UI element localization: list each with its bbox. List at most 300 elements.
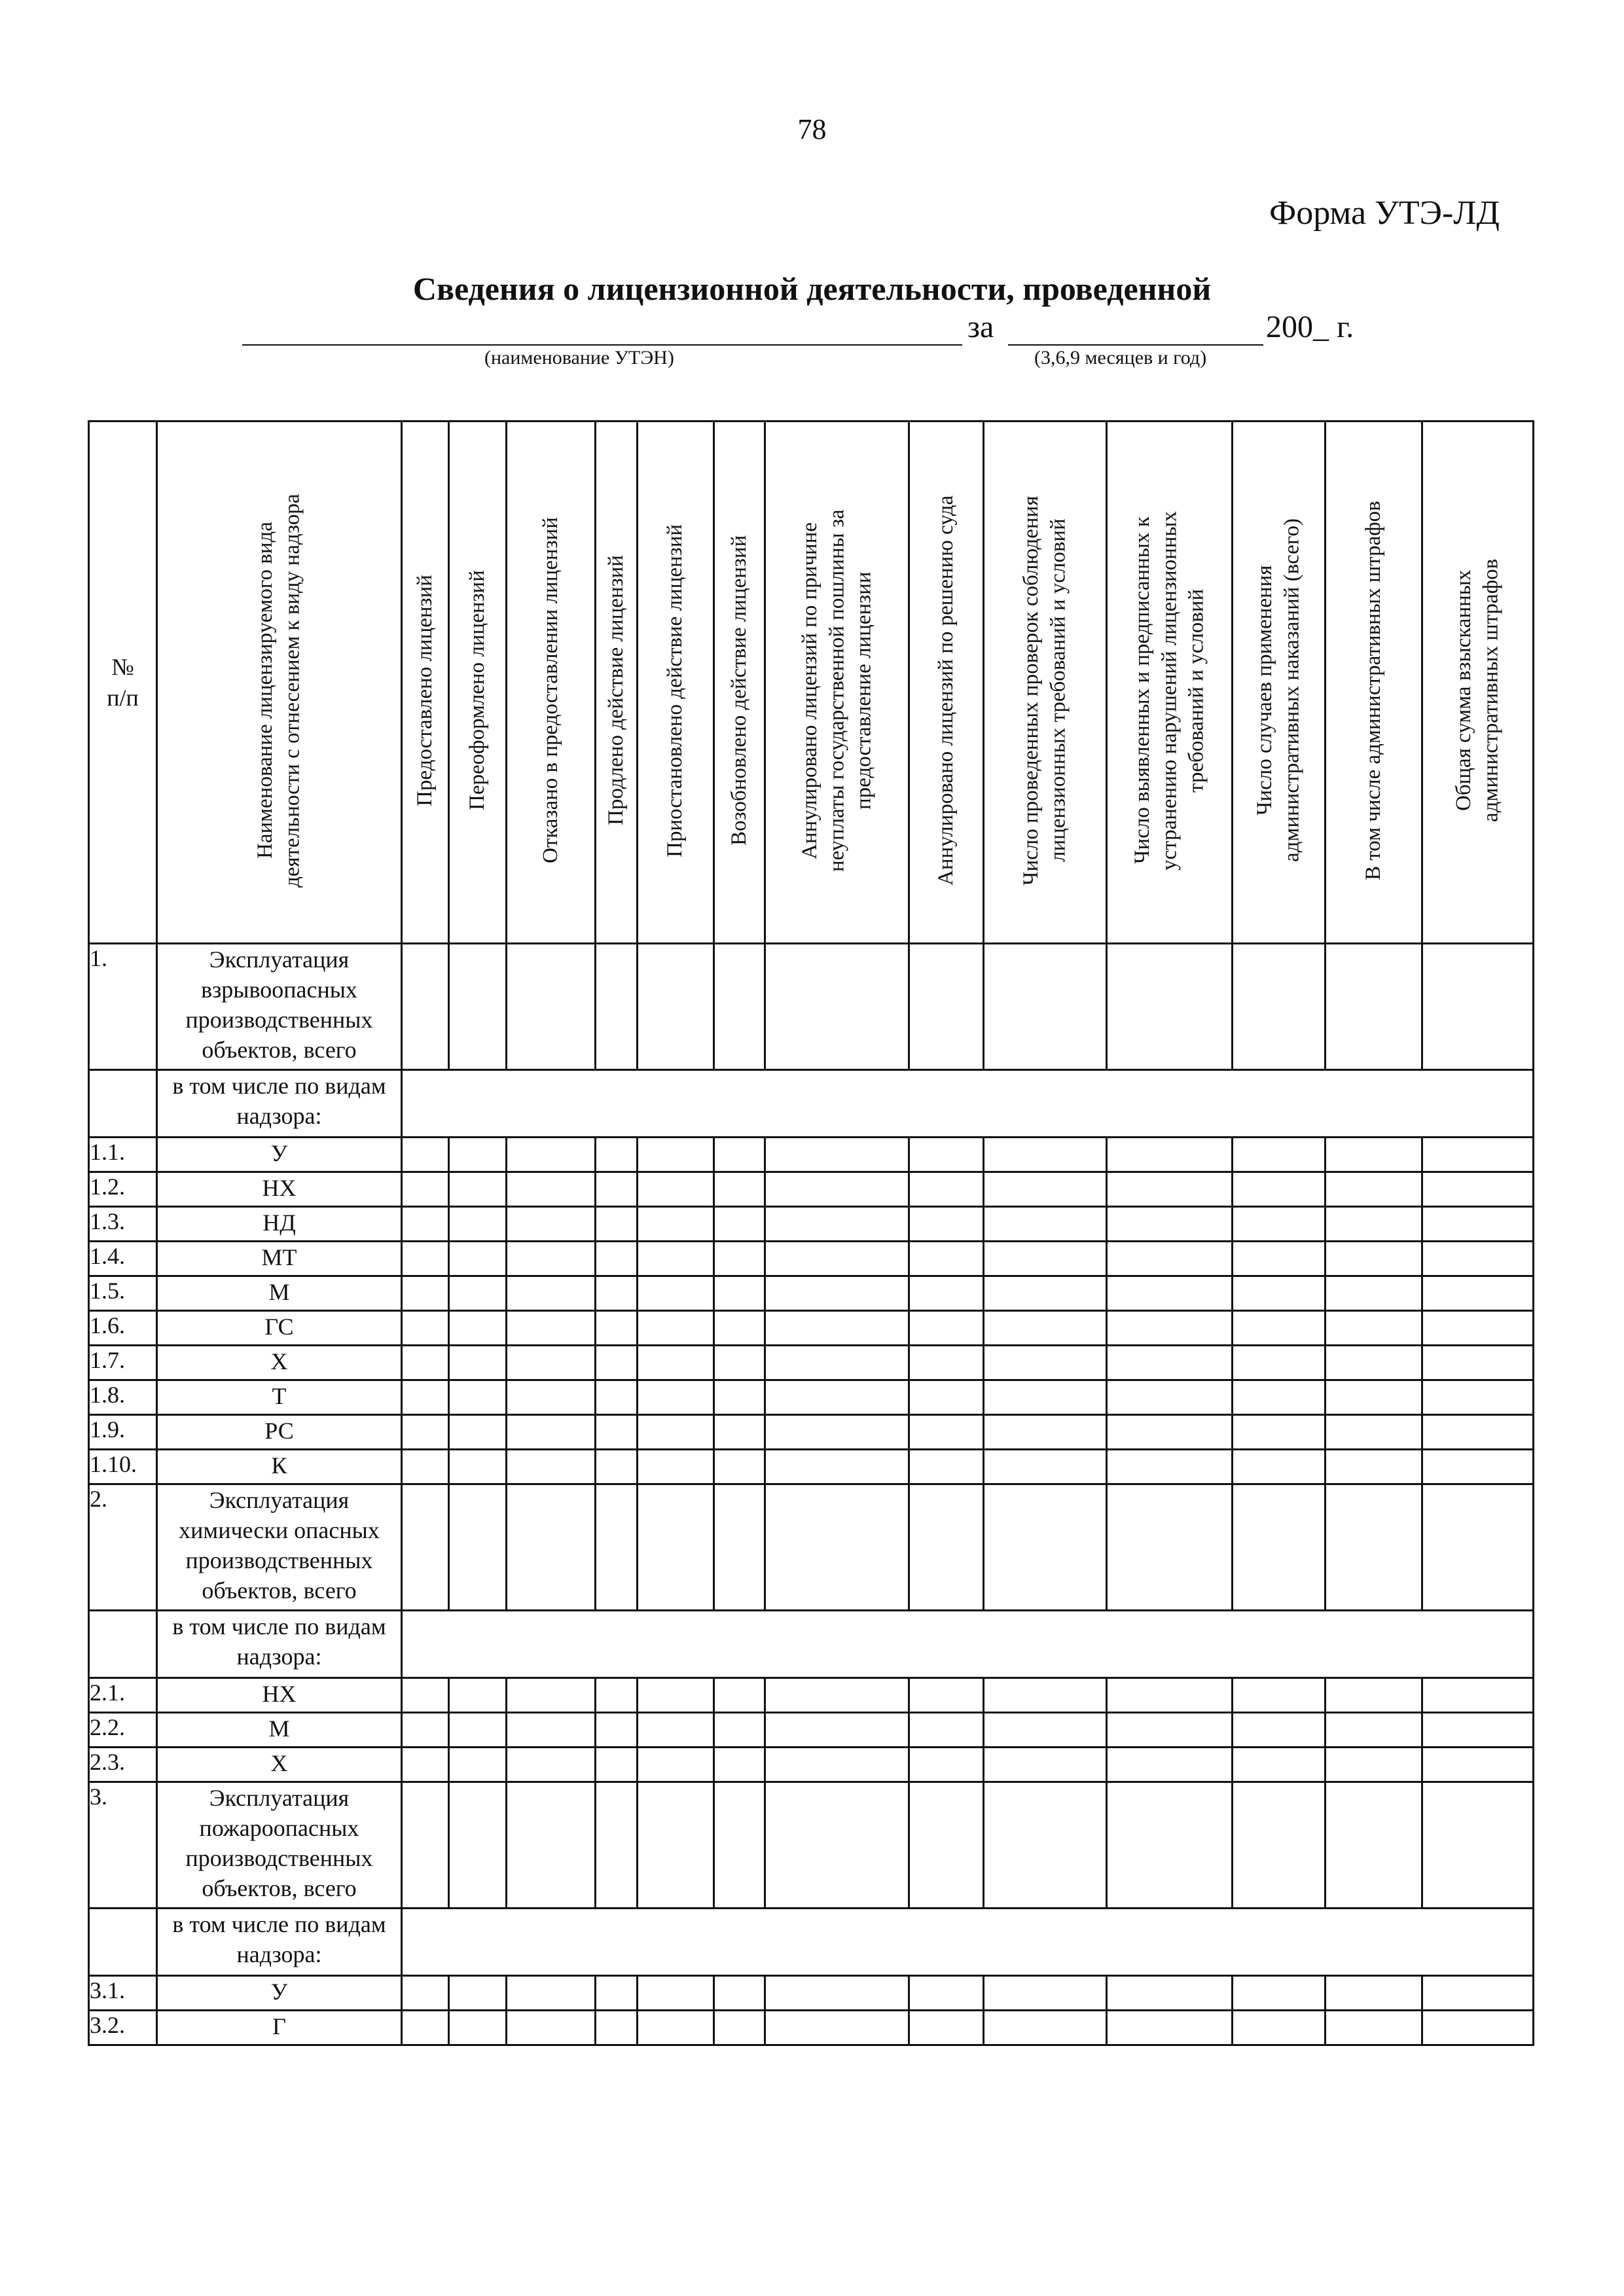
empty-data-cell[interactable]: [1326, 1207, 1422, 1242]
row-number: 2.1.: [89, 1678, 157, 1713]
empty-data-cell[interactable]: [1422, 1484, 1534, 1611]
empty-data-cell[interactable]: [1422, 1172, 1534, 1207]
row-number: 2.2.: [89, 1713, 157, 1748]
empty-data-cell[interactable]: [765, 1484, 909, 1611]
empty-data-cell[interactable]: [402, 1276, 449, 1311]
empty-data-cell[interactable]: [1107, 944, 1233, 1070]
empty-data-cell[interactable]: [984, 1484, 1107, 1611]
empty-data-cell[interactable]: [402, 1380, 449, 1415]
empty-data-cell[interactable]: [449, 2011, 507, 2045]
empty-data-cell[interactable]: [449, 1346, 507, 1380]
empty-data-cell[interactable]: [1422, 1450, 1534, 1484]
empty-data-cell[interactable]: [449, 1415, 507, 1450]
empty-data-cell[interactable]: [1107, 1242, 1233, 1276]
empty-data-cell[interactable]: [984, 1207, 1107, 1242]
empty-data-cell[interactable]: [1233, 1276, 1326, 1311]
empty-data-cell[interactable]: [638, 1138, 714, 1172]
row-activity-name: Эксплуатация взрывоопасных производственных объектов, всего: [157, 944, 402, 1070]
empty-data-cell[interactable]: [765, 1380, 909, 1415]
empty-data-cell[interactable]: [909, 1748, 984, 1782]
empty-data-cell[interactable]: [1107, 1415, 1233, 1450]
empty-data-cell[interactable]: [1233, 1415, 1326, 1450]
column-header-number: № п/п: [89, 422, 157, 944]
empty-data-cell[interactable]: [984, 1748, 1107, 1782]
empty-data-cell[interactable]: [1107, 1484, 1233, 1611]
empty-data-cell[interactable]: [638, 1380, 714, 1415]
empty-data-cell[interactable]: [507, 1782, 596, 1909]
empty-data-cell[interactable]: [1233, 1380, 1326, 1415]
empty-data-cell[interactable]: [507, 1346, 596, 1380]
empty-data-cell[interactable]: [1107, 1380, 1233, 1415]
row-number: 1.9.: [89, 1415, 157, 1450]
empty-data-cell[interactable]: [1107, 1450, 1233, 1484]
empty-data-cell[interactable]: [714, 1678, 765, 1713]
empty-data-cell[interactable]: [909, 1380, 984, 1415]
empty-data-cell[interactable]: [638, 1311, 714, 1346]
empty-data-cell[interactable]: [596, 1450, 638, 1484]
empty-data-cell[interactable]: [1233, 1782, 1326, 1909]
empty-data-cell[interactable]: [1326, 1415, 1422, 1450]
table-row: [89, 1311, 1534, 1346]
column-header-activity-label: Наименование лицензируемого вида деятельности с отнесением к виду надзора: [253, 493, 304, 888]
empty-data-cell[interactable]: [1233, 1748, 1326, 1782]
empty-data-cell[interactable]: [507, 1976, 596, 2011]
empty-data-cell[interactable]: [765, 1138, 909, 1172]
empty-data-cell[interactable]: [1107, 1976, 1233, 2011]
empty-data-cell[interactable]: [638, 1782, 714, 1909]
empty-data-cell[interactable]: [909, 1678, 984, 1713]
empty-data-cell[interactable]: [402, 944, 449, 1070]
empty-data-cell[interactable]: [909, 1276, 984, 1311]
empty-data-cell[interactable]: [984, 1276, 1107, 1311]
empty-data-cell[interactable]: [1326, 1678, 1422, 1713]
empty-data-cell[interactable]: [984, 1450, 1107, 1484]
empty-data-cell[interactable]: [909, 1207, 984, 1242]
empty-data-cell[interactable]: [596, 1346, 638, 1380]
column-header-label: Аннулировано лицензий по решению суда: [933, 495, 958, 886]
empty-data-cell[interactable]: [1326, 1748, 1422, 1782]
empty-data-cell[interactable]: [638, 1484, 714, 1611]
empty-data-cell[interactable]: [507, 1678, 596, 1713]
empty-data-cell[interactable]: [984, 1311, 1107, 1346]
column-header-8: [909, 422, 984, 944]
empty-data-cell[interactable]: [909, 2011, 984, 2045]
empty-data-cell[interactable]: [638, 1172, 714, 1207]
empty-data-cell[interactable]: [765, 1276, 909, 1311]
row-number: 1.: [89, 944, 157, 1070]
empty-data-cell[interactable]: [765, 944, 909, 1070]
empty-data-cell[interactable]: [1233, 1976, 1326, 2011]
empty-data-cell[interactable]: [449, 1748, 507, 1782]
empty-data-cell[interactable]: [638, 1276, 714, 1311]
empty-data-cell[interactable]: [765, 1976, 909, 2011]
empty-data-cell[interactable]: [909, 1415, 984, 1450]
empty-data-cell[interactable]: [1107, 2011, 1233, 2045]
row-activity-name: НХ: [157, 1678, 402, 1713]
empty-data-cell[interactable]: [402, 1678, 449, 1713]
empty-data-cell[interactable]: [449, 1450, 507, 1484]
empty-data-cell[interactable]: [714, 1782, 765, 1909]
table-row: [89, 1380, 1534, 1415]
empty-data-cell[interactable]: [596, 1172, 638, 1207]
empty-data-cell[interactable]: [402, 1207, 449, 1242]
heading-fill-line: [0, 308, 1624, 380]
empty-data-cell[interactable]: [984, 1976, 1107, 2011]
column-header-6: [714, 422, 765, 944]
empty-data-cell[interactable]: [714, 1311, 765, 1346]
empty-data-cell[interactable]: [714, 1138, 765, 1172]
empty-data-cell[interactable]: [765, 1207, 909, 1242]
empty-data-cell[interactable]: [909, 1484, 984, 1611]
empty-data-cell[interactable]: [765, 1713, 909, 1748]
empty-data-cell[interactable]: [402, 2011, 449, 2045]
empty-data-cell[interactable]: [1326, 1138, 1422, 1172]
row-activity-name: М: [157, 1713, 402, 1748]
row-activity-name: Эксплуатация пожароопасных производственных объектов, всего: [157, 1782, 402, 1909]
table-row: [89, 1242, 1534, 1276]
empty-data-cell[interactable]: [1107, 1276, 1233, 1311]
empty-data-cell[interactable]: [1422, 1380, 1534, 1415]
empty-data-cell[interactable]: [1107, 1678, 1233, 1713]
page-number: 78: [797, 113, 827, 145]
period-blank: [1008, 344, 1263, 346]
empty-data-cell[interactable]: [909, 1138, 984, 1172]
empty-data-cell[interactable]: [984, 944, 1107, 1070]
empty-data-cell[interactable]: [507, 1380, 596, 1415]
empty-data-cell[interactable]: [984, 2011, 1107, 2045]
empty-data-cell[interactable]: [596, 1242, 638, 1276]
empty-data-cell[interactable]: [984, 1782, 1107, 1909]
column-header-label: Число выявленных и предписанных к устранению нарушений лицензионных требований и условий: [1130, 511, 1208, 870]
empty-data-cell[interactable]: [765, 1346, 909, 1380]
empty-data-cell[interactable]: [1326, 1782, 1422, 1909]
table-body: [89, 944, 1534, 2045]
row-activity-name: Эксплуатация химически опасных производственных объектов, всего: [157, 1484, 402, 1611]
empty-data-cell[interactable]: [714, 1276, 765, 1311]
empty-data-cell[interactable]: [596, 1976, 638, 2011]
empty-data-cell[interactable]: [1326, 944, 1422, 1070]
empty-data-cell[interactable]: [507, 1450, 596, 1484]
empty-data-cell[interactable]: [507, 1138, 596, 1172]
empty-data-cell[interactable]: [1326, 1276, 1422, 1311]
empty-data-cell[interactable]: [507, 944, 596, 1070]
row-number: 1.2.: [89, 1172, 157, 1207]
empty-data-cell[interactable]: [402, 1782, 449, 1909]
empty-data-cell[interactable]: [1422, 1311, 1534, 1346]
empty-data-cell[interactable]: [402, 1346, 449, 1380]
empty-data-cell[interactable]: [638, 1207, 714, 1242]
empty-data-cell[interactable]: [909, 1713, 984, 1748]
table-row: [89, 2011, 1534, 2045]
word-za: за: [967, 310, 994, 344]
empty-data-cell[interactable]: [596, 1380, 638, 1415]
empty-data-cell[interactable]: [402, 1450, 449, 1484]
empty-data-cell[interactable]: [402, 1311, 449, 1346]
empty-data-cell[interactable]: [1326, 1380, 1422, 1415]
empty-data-cell[interactable]: [765, 2011, 909, 2045]
empty-data-cell[interactable]: [1422, 1976, 1534, 2011]
empty-data-cell[interactable]: [1326, 1242, 1422, 1276]
empty-data-cell[interactable]: [1107, 1172, 1233, 1207]
empty-data-cell[interactable]: [1422, 1138, 1534, 1172]
empty-data-cell[interactable]: [1107, 1207, 1233, 1242]
empty-data-cell[interactable]: [507, 1242, 596, 1276]
empty-data-cell[interactable]: [909, 1976, 984, 2011]
empty-data-cell[interactable]: [596, 1484, 638, 1611]
row-number: 1.3.: [89, 1207, 157, 1242]
column-header-7: [765, 422, 909, 944]
empty-data-cell[interactable]: [984, 1138, 1107, 1172]
empty-data-cell[interactable]: [507, 1276, 596, 1311]
table-row: [89, 1172, 1534, 1207]
column-header-10: [1107, 422, 1233, 944]
empty-data-cell[interactable]: [909, 1242, 984, 1276]
empty-data-cell[interactable]: [402, 1242, 449, 1276]
empty-data-cell[interactable]: [402, 1172, 449, 1207]
empty-data-cell[interactable]: [507, 1207, 596, 1242]
empty-data-cell[interactable]: [714, 2011, 765, 2045]
empty-data-cell[interactable]: [714, 1346, 765, 1380]
empty-data-cell[interactable]: [984, 1678, 1107, 1713]
empty-data-cell[interactable]: [714, 1976, 765, 2011]
column-header-activity: [157, 422, 402, 944]
empty-data-cell[interactable]: [714, 944, 765, 1070]
row-activity-name: в том числе по видам надзора:: [157, 1611, 402, 1678]
empty-data-cell[interactable]: [765, 1242, 909, 1276]
empty-data-cell[interactable]: [909, 1346, 984, 1380]
empty-data-cell[interactable]: [1233, 1713, 1326, 1748]
column-header-3: [507, 422, 596, 944]
empty-data-cell[interactable]: [909, 1311, 984, 1346]
empty-data-cell[interactable]: [638, 944, 714, 1070]
empty-data-cell[interactable]: [449, 1311, 507, 1346]
empty-data-cell[interactable]: [596, 1678, 638, 1713]
empty-data-cell[interactable]: [507, 1415, 596, 1450]
empty-data-cell[interactable]: [1233, 1207, 1326, 1242]
empty-data-cell[interactable]: [638, 1346, 714, 1380]
empty-data-cell[interactable]: [402, 1748, 449, 1782]
empty-data-cell[interactable]: [1422, 1242, 1534, 1276]
row-activity-name: НД: [157, 1207, 402, 1242]
empty-data-cell[interactable]: [765, 1172, 909, 1207]
column-header-11: [1233, 422, 1326, 944]
empty-data-cell[interactable]: [1326, 1976, 1422, 2011]
empty-data-cell[interactable]: [1107, 1311, 1233, 1346]
empty-data-cell[interactable]: [596, 1207, 638, 1242]
empty-data-cell[interactable]: [449, 1242, 507, 1276]
empty-data-cell[interactable]: [714, 1713, 765, 1748]
empty-data-cell[interactable]: [909, 944, 984, 1070]
empty-data-cell[interactable]: [1422, 944, 1534, 1070]
empty-data-cell[interactable]: [1107, 1713, 1233, 1748]
empty-data-cell[interactable]: [714, 1450, 765, 1484]
empty-data-cell[interactable]: [1326, 2011, 1422, 2045]
column-header-label: Переоформлено лицензий: [465, 570, 489, 811]
empty-data-cell[interactable]: [1107, 1782, 1233, 1909]
table-row: [89, 1415, 1534, 1450]
empty-data-cell[interactable]: [1107, 1138, 1233, 1172]
empty-data-cell[interactable]: [765, 1678, 909, 1713]
empty-data-cell[interactable]: [714, 1380, 765, 1415]
form-code: Форма УТЭ-ЛД: [1269, 194, 1500, 232]
empty-data-cell[interactable]: [1422, 1415, 1534, 1450]
empty-data-cell[interactable]: [596, 1782, 638, 1909]
empty-data-cell[interactable]: [984, 1242, 1107, 1276]
empty-data-cell[interactable]: [765, 1415, 909, 1450]
empty-data-cell[interactable]: [1326, 1484, 1422, 1611]
empty-data-cell[interactable]: [596, 1415, 638, 1450]
column-header-label: Продлено действие лицензий: [604, 555, 628, 826]
empty-data-cell[interactable]: [638, 1976, 714, 2011]
empty-data-cell[interactable]: [507, 1311, 596, 1346]
empty-data-cell[interactable]: [638, 1678, 714, 1713]
org-name-caption: (наименование УТЭН): [484, 347, 674, 368]
empty-data-cell[interactable]: [714, 1172, 765, 1207]
empty-data-cell[interactable]: [1233, 1678, 1326, 1713]
column-header-1: [402, 422, 449, 944]
empty-data-cell[interactable]: [638, 1415, 714, 1450]
empty-data-cell[interactable]: [449, 1138, 507, 1172]
period-caption: (3,6,9 месяцев и год): [1034, 347, 1207, 368]
empty-data-cell[interactable]: [984, 1346, 1107, 1380]
empty-data-cell[interactable]: [638, 1450, 714, 1484]
table-row: [89, 1450, 1534, 1484]
empty-data-cell[interactable]: [1233, 1172, 1326, 1207]
table-header-row: [89, 422, 1534, 944]
empty-data-cell[interactable]: [1233, 1450, 1326, 1484]
empty-merged-cell: [402, 1611, 1534, 1678]
table-row: [89, 1276, 1534, 1311]
column-header-label: В том числе административных штрафов: [1361, 501, 1385, 880]
column-header-4: [596, 422, 638, 944]
table-row: [89, 1748, 1534, 1782]
empty-data-cell[interactable]: [402, 1415, 449, 1450]
empty-data-cell[interactable]: [1422, 1713, 1534, 1748]
empty-data-cell[interactable]: [714, 1415, 765, 1450]
table-row: [89, 1138, 1534, 1172]
empty-data-cell[interactable]: [1422, 1276, 1534, 1311]
column-header-label: Отказано в предоставлении лицензий: [538, 517, 562, 864]
empty-data-cell[interactable]: [596, 1748, 638, 1782]
empty-data-cell[interactable]: [638, 2011, 714, 2045]
empty-data-cell[interactable]: [449, 1678, 507, 1713]
empty-data-cell[interactable]: [507, 1484, 596, 1611]
empty-data-cell[interactable]: [402, 1713, 449, 1748]
empty-data-cell[interactable]: [402, 1976, 449, 2011]
row-number: 1.6.: [89, 1311, 157, 1346]
empty-data-cell[interactable]: [402, 1484, 449, 1611]
empty-data-cell[interactable]: [638, 1713, 714, 1748]
empty-data-cell[interactable]: [596, 1276, 638, 1311]
empty-data-cell[interactable]: [984, 1713, 1107, 1748]
empty-data-cell[interactable]: [638, 1242, 714, 1276]
column-header-label: Предоставлено лицензий: [412, 575, 437, 806]
row-number: [89, 1611, 157, 1678]
empty-data-cell[interactable]: [909, 1782, 984, 1909]
empty-data-cell[interactable]: [714, 1484, 765, 1611]
empty-data-cell[interactable]: [909, 1450, 984, 1484]
empty-data-cell[interactable]: [507, 1748, 596, 1782]
table-row-section: [89, 1782, 1534, 1909]
empty-data-cell[interactable]: [984, 1415, 1107, 1450]
empty-data-cell[interactable]: [1422, 1207, 1534, 1242]
empty-data-cell[interactable]: [765, 1748, 909, 1782]
empty-data-cell[interactable]: [1233, 1311, 1326, 1346]
empty-data-cell[interactable]: [765, 1782, 909, 1909]
empty-data-cell[interactable]: [507, 1713, 596, 1748]
empty-data-cell[interactable]: [1107, 1748, 1233, 1782]
empty-data-cell[interactable]: [765, 1450, 909, 1484]
empty-data-cell[interactable]: [1233, 2011, 1326, 2045]
empty-data-cell[interactable]: [1422, 1782, 1534, 1909]
empty-data-cell[interactable]: [765, 1311, 909, 1346]
empty-data-cell[interactable]: [714, 1207, 765, 1242]
empty-data-cell[interactable]: [1422, 1678, 1534, 1713]
row-activity-name: М: [157, 1276, 402, 1311]
empty-data-cell[interactable]: [1233, 1346, 1326, 1380]
row-activity-name: ГС: [157, 1311, 402, 1346]
empty-data-cell[interactable]: [449, 1713, 507, 1748]
row-number: 1.7.: [89, 1346, 157, 1380]
empty-data-cell[interactable]: [449, 1976, 507, 2011]
column-header-label: Аннулировано лицензий по причине неуплаты государственной пошлины за предоставление лицензии: [797, 509, 876, 872]
table-row-section: [89, 1484, 1534, 1611]
empty-data-cell[interactable]: [507, 2011, 596, 2045]
empty-data-cell[interactable]: [449, 1380, 507, 1415]
empty-data-cell[interactable]: [714, 1748, 765, 1782]
column-header-label: Число проведенных проверок соблюдения лицензионных требований и условий: [1019, 495, 1070, 886]
empty-data-cell[interactable]: [984, 1172, 1107, 1207]
empty-data-cell[interactable]: [449, 944, 507, 1070]
empty-data-cell[interactable]: [1107, 1346, 1233, 1380]
row-activity-name: Г: [157, 2011, 402, 2045]
empty-data-cell[interactable]: [638, 1748, 714, 1782]
empty-data-cell[interactable]: [596, 944, 638, 1070]
empty-data-cell[interactable]: [1422, 1748, 1534, 1782]
empty-data-cell[interactable]: [449, 1207, 507, 1242]
empty-data-cell[interactable]: [449, 1276, 507, 1311]
empty-data-cell[interactable]: [1422, 1346, 1534, 1380]
empty-data-cell[interactable]: [1326, 1172, 1422, 1207]
empty-data-cell[interactable]: [1326, 1713, 1422, 1748]
empty-data-cell[interactable]: [1326, 1311, 1422, 1346]
empty-data-cell[interactable]: [449, 1172, 507, 1207]
row-activity-name: У: [157, 1138, 402, 1172]
empty-data-cell[interactable]: [449, 1484, 507, 1611]
empty-data-cell[interactable]: [909, 1172, 984, 1207]
empty-data-cell[interactable]: [714, 1242, 765, 1276]
empty-data-cell[interactable]: [1233, 1138, 1326, 1172]
table-row: [89, 1713, 1534, 1748]
empty-data-cell[interactable]: [596, 1138, 638, 1172]
empty-data-cell[interactable]: [984, 1380, 1107, 1415]
empty-data-cell[interactable]: [596, 1713, 638, 1748]
empty-data-cell[interactable]: [1233, 1484, 1326, 1611]
empty-data-cell[interactable]: [1233, 944, 1326, 1070]
empty-data-cell[interactable]: [1326, 1450, 1422, 1484]
row-activity-name: Х: [157, 1346, 402, 1380]
row-activity-name: в том числе по видам надзора:: [157, 1909, 402, 1976]
empty-data-cell[interactable]: [449, 1782, 507, 1909]
empty-data-cell[interactable]: [1233, 1242, 1326, 1276]
empty-data-cell[interactable]: [596, 1311, 638, 1346]
empty-data-cell[interactable]: [1326, 1346, 1422, 1380]
column-header-12: [1326, 422, 1422, 944]
empty-data-cell[interactable]: [596, 2011, 638, 2045]
empty-data-cell[interactable]: [507, 1172, 596, 1207]
empty-data-cell[interactable]: [402, 1138, 449, 1172]
empty-data-cell[interactable]: [1422, 2011, 1534, 2045]
